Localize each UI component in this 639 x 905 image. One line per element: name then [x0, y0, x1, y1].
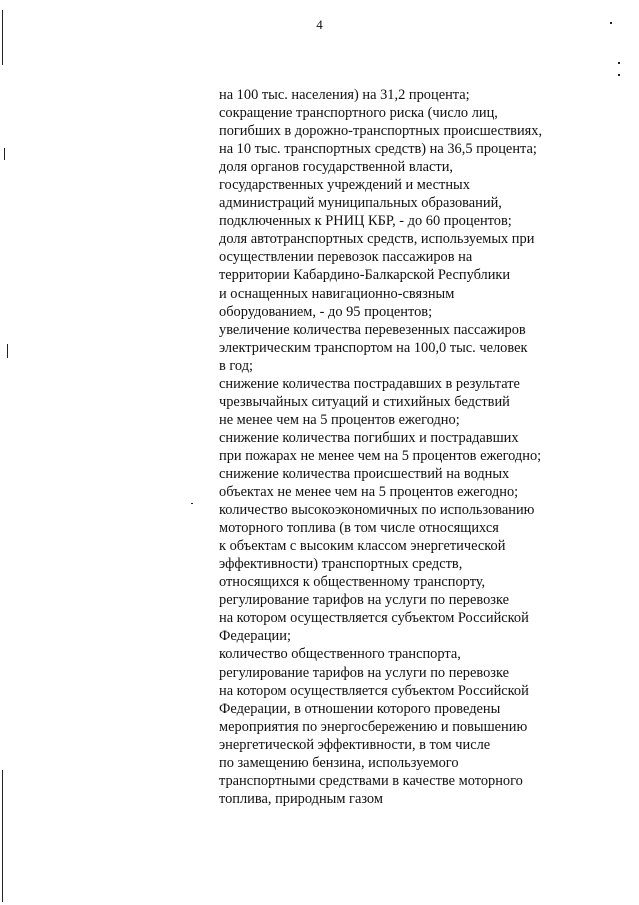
text-line: к объектам с высоким классом энергетической — [219, 538, 506, 555]
text-line: осуществлении перевозок пассажиров на — [219, 249, 473, 266]
text-line: государственных учреждений и местных — [219, 177, 470, 194]
scan-artifact-left-mark — [4, 148, 5, 160]
text-line: моторного топлива (в том числе относящихся — [219, 520, 499, 537]
scan-artifact-left-mark — [7, 344, 8, 358]
scan-artifact-dot — [610, 22, 612, 24]
page-number: 4 — [316, 17, 323, 32]
text-line: эффективности) транспортных средств, — [219, 556, 463, 573]
text-line: на 100 тыс. населения) на 31,2 процента; — [219, 87, 470, 103]
text-line: на котором осуществляется субъектом Российской — [219, 610, 529, 627]
text-line: подключенных к РНИЦ КБР, - до 60 процентов; — [219, 213, 512, 230]
text-line: территории Кабардино-Балкарской Республики — [219, 267, 511, 284]
text-line: чрезвычайных ситуаций и стихийных бедствий — [219, 393, 510, 410]
text-line: Федерации, в отношении которого проведены — [219, 700, 501, 717]
text-line: регулирование тарифов на услуги по перевозке — [219, 592, 509, 609]
text-line: регулирование тарифов на услуги по перевозке — [219, 664, 509, 681]
text-line: количество общественного транспорта, — [219, 646, 461, 663]
text-line: доля органов государственной власти, — [219, 159, 454, 176]
text-line: и оснащенных навигационно-связным — [219, 285, 455, 302]
scan-artifact-left-edge — [2, 10, 3, 65]
text-line: Федерации; — [219, 628, 291, 645]
text-line: снижение количества пострадавших в результате — [219, 375, 520, 392]
text-line: не менее чем на 5 процентов ежегодно; — [219, 411, 460, 428]
text-line: на котором осуществляется субъектом Российской — [219, 682, 529, 699]
text-line: количество высокоэкономичных по использованию — [219, 502, 535, 519]
text-line: погибших в дорожно-транспортных происшествиях, — [219, 123, 543, 140]
text-line: оборудованием, - до 95 процентов; — [219, 303, 433, 320]
text-line: при пожарах не менее чем на 5 процентов ежегодно; — [219, 447, 542, 464]
text-line: энергетической эффективности, в том числе — [219, 736, 491, 753]
text-line: топлива, природным газом — [219, 790, 383, 807]
text-line: относящихся к общественному транспорту, — [219, 574, 486, 591]
text-line: доля автотранспортных средств, используемых при — [219, 231, 535, 248]
text-line: электрическим транспортом на 100,0 тыс. человек — [219, 339, 528, 356]
text-line: объектах не менее чем на 5 процентов ежегодно; — [219, 484, 519, 501]
text-line: по замещению бензина, используемого — [219, 754, 459, 771]
text-line: администраций муниципальных образований, — [219, 195, 502, 212]
scan-artifact-left-edge — [2, 770, 3, 902]
text-line: на 10 тыс. транспортных средств) на 36,5 процента; — [219, 141, 537, 158]
scan-artifact-dot — [618, 74, 620, 76]
text-line: мероприятия по энергосбережению и повышению — [219, 718, 528, 735]
text-line: транспортными средствами в качестве моторного — [219, 772, 523, 789]
document-body — [219, 86, 579, 808]
text-line: снижение количества происшествий на водных — [219, 465, 510, 482]
text-line: снижение количества погибших и пострадавших — [219, 429, 519, 446]
scan-artifact-dot — [191, 503, 193, 504]
text-line: в год; — [219, 357, 254, 374]
scan-artifact-dot — [618, 62, 620, 64]
text-line: увеличение количества перевезенных пассажиров — [219, 321, 526, 338]
text-line: сокращение транспортного риска (число лиц, — [219, 105, 498, 122]
